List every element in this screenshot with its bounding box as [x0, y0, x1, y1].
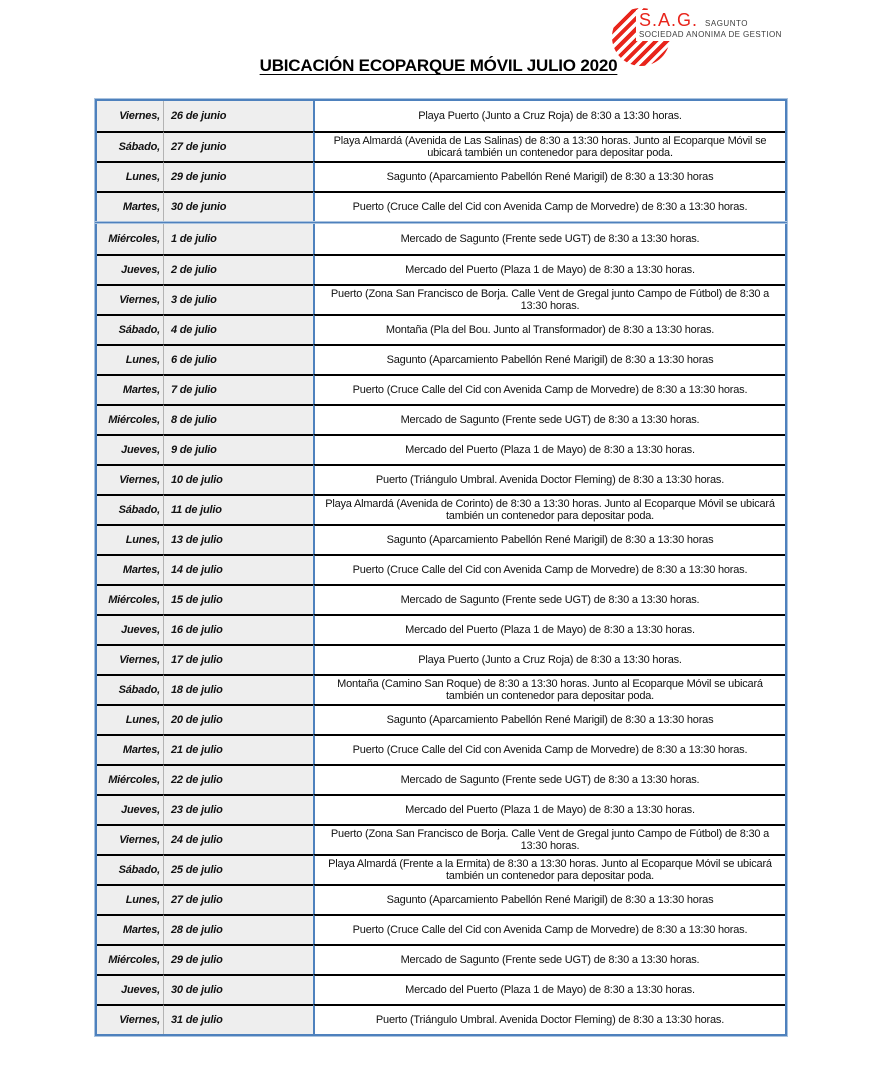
schedule-row — [97, 101, 785, 131]
date-cell: 27 de junio — [163, 131, 313, 161]
date-cell: 15 de julio — [163, 584, 313, 614]
schedule-row — [97, 854, 785, 884]
location-cell: Montaña (Pla del Bou. Junto al Transformador) de 8:30 a 13:30 horas. — [313, 314, 785, 344]
location-cell: Playa Almardá (Frente a la Ermita) de 8:30 a 13:30 horas. Junto al Ecoparque Móvil se ubicará también un contenedor para depositar poda. — [313, 854, 785, 884]
location-cell: Puerto (Triángulo Umbral. Avenida Doctor Fleming) de 8:30 a 13:30 horas. — [313, 464, 785, 494]
date-cell: 23 de julio — [163, 794, 313, 824]
day-cell: Sábado, — [97, 314, 163, 344]
day-cell: Jueves, — [97, 254, 163, 284]
date-cell: 6 de julio — [163, 344, 313, 374]
schedule-table-july — [95, 222, 787, 1036]
day-cell: Martes, — [97, 734, 163, 764]
schedule-row — [97, 224, 785, 254]
date-cell: 28 de julio — [163, 914, 313, 944]
date-cell: 31 de julio — [163, 1004, 313, 1034]
schedule-row — [97, 764, 785, 794]
schedule-row — [97, 374, 785, 404]
schedule-row — [97, 824, 785, 854]
schedule-row — [97, 464, 785, 494]
date-cell: 29 de julio — [163, 944, 313, 974]
date-cell: 7 de julio — [163, 374, 313, 404]
date-cell: 22 de julio — [163, 764, 313, 794]
date-cell: 4 de julio — [163, 314, 313, 344]
schedule-row — [97, 161, 785, 191]
location-cell: Sagunto (Aparcamiento Pabellón René Marigil) de 8:30 a 13:30 horas — [313, 524, 785, 554]
schedule-row — [97, 734, 785, 764]
location-cell: Playa Almardá (Avenida de Las Salinas) de 8:30 a 13:30 horas. Junto al Ecoparque Móvil se ubicará también un contenedor para depositar poda. — [313, 131, 785, 161]
day-cell: Viernes, — [97, 464, 163, 494]
schedule-row — [97, 434, 785, 464]
day-cell: Viernes, — [97, 1004, 163, 1034]
schedule-row — [97, 191, 785, 221]
schedule-row — [97, 914, 785, 944]
day-cell: Martes, — [97, 914, 163, 944]
location-cell: Mercado del Puerto (Plaza 1 de Mayo) de 8:30 a 13:30 horas. — [313, 614, 785, 644]
date-cell: 29 de junio — [163, 161, 313, 191]
day-cell: Sábado, — [97, 131, 163, 161]
day-cell: Miércoles, — [97, 404, 163, 434]
schedule-row — [97, 644, 785, 674]
location-cell: Sagunto (Aparcamiento Pabellón René Marigil) de 8:30 a 13:30 horas — [313, 161, 785, 191]
location-cell: Mercado de Sagunto (Frente sede UGT) de 8:30 a 13:30 horas. — [313, 224, 785, 254]
location-cell: Mercado del Puerto (Plaza 1 de Mayo) de 8:30 a 13:30 horas. — [313, 794, 785, 824]
location-cell: Montaña (Camino San Roque) de 8:30 a 13:30 horas. Junto al Ecoparque Móvil se ubicará también un contenedor para depositar poda. — [313, 674, 785, 704]
day-cell: Viernes, — [97, 824, 163, 854]
day-cell: Viernes, — [97, 284, 163, 314]
page-title: UBICACIÓN ECOPARQUE MÓVIL JULIO 2020 — [259, 56, 618, 75]
location-cell: Puerto (Cruce Calle del Cid con Avenida Camp de Morvedre) de 8:30 a 13:30 horas. — [313, 554, 785, 584]
date-cell: 13 de julio — [163, 524, 313, 554]
logo-company-name: SOCIEDAD ANONIMA DE GESTION — [639, 30, 782, 39]
location-cell: Puerto (Cruce Calle del Cid con Avenida Camp de Morvedre) de 8:30 a 13:30 horas. — [313, 914, 785, 944]
day-cell: Sábado, — [97, 494, 163, 524]
date-cell: 25 de julio — [163, 854, 313, 884]
location-cell: Puerto (Cruce Calle del Cid con Avenida Camp de Morvedre) de 8:30 a 13:30 horas. — [313, 734, 785, 764]
day-cell: Lunes, — [97, 704, 163, 734]
schedule-row — [97, 254, 785, 284]
date-cell: 17 de julio — [163, 644, 313, 674]
location-cell: Mercado de Sagunto (Frente sede UGT) de 8:30 a 13:30 horas. — [313, 764, 785, 794]
schedule-row — [97, 314, 785, 344]
location-cell: Puerto (Zona San Francisco de Borja. Calle Vent de Gregal junto Campo de Fútbol) de 8:30 a 13:30 horas. — [313, 824, 785, 854]
day-cell: Jueves, — [97, 974, 163, 1004]
location-cell: Puerto (Zona San Francisco de Borja. Calle Vent de Gregal junto Campo de Fútbol) de 8:30 a 13:30 horas. — [313, 284, 785, 314]
date-cell: 30 de julio — [163, 974, 313, 1004]
schedule-row — [97, 494, 785, 524]
schedule-row — [97, 344, 785, 374]
location-cell: Puerto (Triángulo Umbral. Avenida Doctor Fleming) de 8:30 a 13:30 horas. — [313, 1004, 785, 1034]
date-cell: 10 de julio — [163, 464, 313, 494]
date-cell: 8 de julio — [163, 404, 313, 434]
date-cell: 1 de julio — [163, 224, 313, 254]
date-cell: 24 de julio — [163, 824, 313, 854]
day-cell: Martes, — [97, 374, 163, 404]
schedule-row — [97, 584, 785, 614]
schedule-row — [97, 944, 785, 974]
date-cell: 21 de julio — [163, 734, 313, 764]
day-cell: Jueves, — [97, 614, 163, 644]
schedule-row — [97, 794, 785, 824]
day-cell: Jueves, — [97, 434, 163, 464]
date-cell: 11 de julio — [163, 494, 313, 524]
schedule-table-june — [95, 99, 787, 223]
location-cell: Mercado del Puerto (Plaza 1 de Mayo) de 8:30 a 13:30 horas. — [313, 254, 785, 284]
date-cell: 16 de julio — [163, 614, 313, 644]
day-cell: Lunes, — [97, 884, 163, 914]
day-cell: Martes, — [97, 191, 163, 221]
location-cell: Playa Puerto (Junto a Cruz Roja) de 8:30 a 13:30 horas. — [313, 644, 785, 674]
schedule-row — [97, 674, 785, 704]
location-cell: Playa Puerto (Junto a Cruz Roja) de 8:30 a 13:30 horas. — [313, 101, 785, 131]
schedule-row — [97, 524, 785, 554]
schedule-row — [97, 704, 785, 734]
logo-city: SAGUNTO — [705, 19, 748, 28]
date-cell: 20 de julio — [163, 704, 313, 734]
day-cell: Sábado, — [97, 854, 163, 884]
date-cell: 14 de julio — [163, 554, 313, 584]
date-cell: 9 de julio — [163, 434, 313, 464]
schedule-row — [97, 404, 785, 434]
day-cell: Jueves, — [97, 794, 163, 824]
location-cell: Sagunto (Aparcamiento Pabellón René Marigil) de 8:30 a 13:30 horas — [313, 704, 785, 734]
day-cell: Miércoles, — [97, 584, 163, 614]
schedule-row — [97, 131, 785, 161]
day-cell: Lunes, — [97, 344, 163, 374]
date-cell: 30 de junio — [163, 191, 313, 221]
logo-acronym: S.A.G. — [639, 10, 699, 30]
schedule-row — [97, 974, 785, 1004]
day-cell: Sábado, — [97, 674, 163, 704]
location-cell: Mercado del Puerto (Plaza 1 de Mayo) de 8:30 a 13:30 horas. — [313, 974, 785, 1004]
schedule-row — [97, 554, 785, 584]
location-cell: Sagunto (Aparcamiento Pabellón René Marigil) de 8:30 a 13:30 horas — [313, 884, 785, 914]
date-cell: 2 de julio — [163, 254, 313, 284]
location-cell: Mercado de Sagunto (Frente sede UGT) de 8:30 a 13:30 horas. — [313, 944, 785, 974]
schedule-row — [97, 614, 785, 644]
location-cell: Mercado del Puerto (Plaza 1 de Mayo) de 8:30 a 13:30 horas. — [313, 434, 785, 464]
schedule-row — [97, 884, 785, 914]
day-cell: Miércoles, — [97, 224, 163, 254]
sag-logo-text — [636, 10, 785, 41]
day-cell: Viernes, — [97, 101, 163, 131]
day-cell: Miércoles, — [97, 764, 163, 794]
day-cell: Viernes, — [97, 644, 163, 674]
date-cell: 27 de julio — [163, 884, 313, 914]
date-cell: 18 de julio — [163, 674, 313, 704]
day-cell: Martes, — [97, 554, 163, 584]
location-cell: Puerto (Cruce Calle del Cid con Avenida Camp de Morvedre) de 8:30 a 13:30 horas. — [313, 374, 785, 404]
date-cell: 3 de julio — [163, 284, 313, 314]
schedule-row — [97, 1004, 785, 1034]
location-cell: Puerto (Cruce Calle del Cid con Avenida Camp de Morvedre) de 8:30 a 13:30 horas. — [313, 191, 785, 221]
location-cell: Sagunto (Aparcamiento Pabellón René Marigil) de 8:30 a 13:30 horas — [313, 344, 785, 374]
schedule-row — [97, 284, 785, 314]
location-cell: Mercado de Sagunto (Frente sede UGT) de 8:30 a 13:30 horas. — [313, 584, 785, 614]
schedule-tables — [95, 99, 787, 1036]
day-cell: Lunes, — [97, 161, 163, 191]
day-cell: Miércoles, — [97, 944, 163, 974]
location-cell: Mercado de Sagunto (Frente sede UGT) de 8:30 a 13:30 horas. — [313, 404, 785, 434]
day-cell: Lunes, — [97, 524, 163, 554]
location-cell: Playa Almardá (Avenida de Corinto) de 8:30 a 13:30 horas. Junto al Ecoparque Móvil se ubicará también un contenedor para depositar poda. — [313, 494, 785, 524]
date-cell: 26 de junio — [163, 101, 313, 131]
